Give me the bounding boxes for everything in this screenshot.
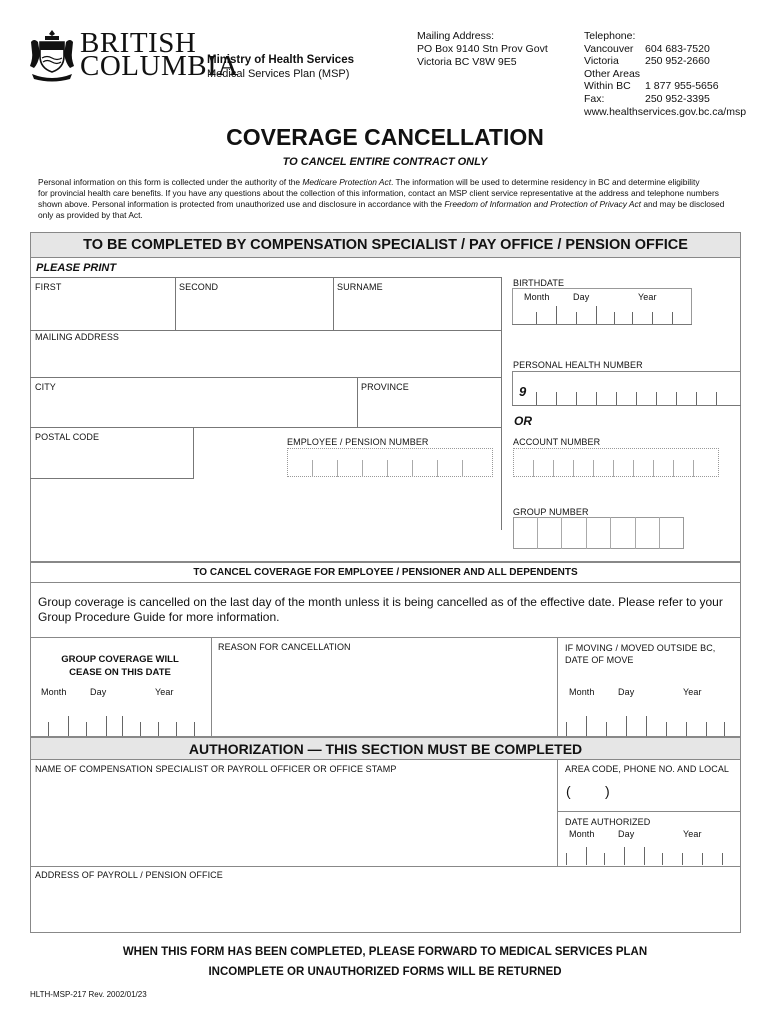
birthdate-day-label: Day	[573, 292, 590, 302]
second-name-label: SECOND	[179, 282, 219, 292]
bc-wordmark-line2: COLUMBIA	[80, 50, 239, 82]
auth-month-label: Month	[569, 829, 595, 839]
phn-prefix: 9	[519, 384, 527, 399]
telephone-label: Telephone:	[584, 30, 636, 42]
section3-banner: AUTHORIZATION — THIS SECTION MUST BE COMPLETED	[30, 737, 741, 760]
privacy-text: . The information will be used to determine residency in BC and determine eligibility	[391, 177, 700, 187]
form-title: COVERAGE CANCELLATION	[226, 124, 544, 150]
ministry-name: Ministry of Health Services	[207, 54, 354, 66]
fax-number: 250 952-3395	[645, 92, 710, 105]
form-id: HLTH-MSP-217 Rev. 2002/01/23	[30, 990, 147, 999]
phn-field[interactable]	[512, 371, 741, 406]
within-bc-label: Within BC	[584, 80, 631, 93]
form-subtitle: TO CANCEL ENTIRE CONTRACT ONLY	[282, 156, 488, 168]
mailing-address-label: MAILING ADDRESS	[35, 332, 120, 342]
victoria-phone: 250 952-2660	[645, 55, 710, 68]
telephone-block	[584, 30, 754, 118]
birthdate-month-label: Month	[524, 292, 550, 302]
move-month-label: Month	[569, 687, 595, 697]
birthdate-label: BIRTHDATE	[513, 278, 565, 288]
program-name: Medical Services Plan (MSP)	[207, 68, 350, 80]
privacy-text: for provincial health care benefits. If you have any questions about the collection of this information, contact an MSP client service representative at the address and telephone numbers	[38, 188, 719, 198]
fax-label: Fax:	[584, 92, 605, 105]
mailing-line1: PO Box 9140 Stn Prov Govt	[417, 43, 548, 55]
phone-number-input[interactable]	[560, 776, 740, 808]
moving-line: DATE OF MOVE	[565, 655, 634, 665]
moving-label	[565, 642, 715, 666]
phone-number-label: AREA CODE, PHONE NO. AND LOCAL	[565, 764, 730, 774]
section2-note-line: Group coverage is cancelled on the last day of the month unless it is being cancelled as of the effective date. Please refer to your	[38, 595, 723, 609]
employee-number-label: EMPLOYEE / PENSION NUMBER	[287, 437, 429, 447]
vancouver-phone: 604 683-7520	[645, 42, 710, 55]
privacy-text: shown above. Personal information is protected from unauthorized use and disclosure in accordance with the	[38, 199, 445, 209]
office-address-label: ADDRESS OF PAYROLL / PENSION OFFICE	[35, 870, 223, 880]
moving-line: IF MOVING / MOVED OUTSIDE BC,	[565, 643, 716, 653]
account-number-input[interactable]	[513, 448, 719, 477]
reason-label: REASON FOR CANCELLATION	[218, 642, 351, 652]
area-code-open-paren: (	[566, 783, 571, 799]
reason-for-cancellation-input[interactable]	[212, 638, 557, 736]
province-label: PROVINCE	[361, 382, 409, 392]
area-code-close-paren: )	[605, 783, 610, 799]
other-areas-label: Other Areas	[584, 67, 641, 80]
cease-date-heading	[36, 653, 204, 679]
group-number-label: GROUP NUMBER	[513, 507, 589, 517]
website-link[interactable]: www.healthservices.gov.bc.ca/msp	[584, 105, 747, 118]
move-year-label: Year	[683, 687, 702, 697]
first-name-label: FIRST	[35, 282, 62, 292]
please-print-label: PLEASE PRINT	[36, 262, 117, 274]
authorizer-name-input[interactable]	[31, 775, 557, 865]
bc-crest-logo	[28, 28, 76, 82]
medicare-act-name: Medicare Protection Act	[302, 177, 392, 187]
section2-note	[38, 595, 723, 625]
vancouver-label: Vancouver	[584, 42, 634, 55]
date-authorized-input[interactable]	[565, 845, 725, 865]
mailing-address-block	[417, 30, 548, 69]
office-address-input[interactable]	[31, 882, 740, 932]
cease-month-label: Month	[41, 687, 67, 697]
postal-code-label: POSTAL CODE	[35, 432, 100, 442]
within-bc-phone: 1 877 955-5656	[645, 80, 719, 93]
victoria-label: Victoria	[584, 55, 619, 68]
or-label: OR	[514, 414, 532, 428]
privacy-notice	[38, 177, 724, 221]
privacy-text: only as provided by that Act.	[38, 210, 143, 220]
move-day-label: Day	[618, 687, 635, 697]
city-label: CITY	[35, 382, 56, 392]
section2-note-line: Group Procedure Guide for more information.	[38, 610, 280, 624]
privacy-text: and may be disclosed	[641, 199, 725, 209]
foippa-act-name: Freedom of Information and Protection of Privacy Act	[444, 199, 642, 209]
authorizer-name-label: NAME OF COMPENSATION SPECIALIST OR PAYROLL OFFICER OR OFFICE STAMP	[35, 764, 397, 774]
auth-year-label: Year	[683, 829, 702, 839]
cease-year-label: Year	[155, 687, 174, 697]
mailing-line2: Victoria BC V8W 9E5	[417, 56, 517, 68]
surname-label: SURNAME	[337, 282, 383, 292]
bc-wordmark-line1: BRITISH	[80, 27, 197, 59]
mailing-label: Mailing Address:	[417, 30, 495, 42]
privacy-text: Personal information on this form is collected under the authority of the	[38, 177, 303, 187]
city-input[interactable]	[31, 378, 357, 427]
move-date-input[interactable]	[565, 712, 725, 736]
cease-day-label: Day	[90, 687, 107, 697]
account-number-label: ACCOUNT NUMBER	[513, 437, 601, 447]
phn-label: PERSONAL HEALTH NUMBER	[513, 360, 643, 370]
auth-day-label: Day	[618, 829, 635, 839]
cease-line: GROUP COVERAGE WILL	[61, 654, 179, 665]
date-authorized-label: DATE AUTHORIZED	[565, 817, 651, 827]
section2-heading: TO CANCEL COVERAGE FOR EMPLOYEE / PENSIONER AND ALL DEPENDENTS	[193, 567, 578, 578]
cease-line: CEASE ON THIS DATE	[69, 667, 171, 678]
footer-warning: INCOMPLETE OR UNAUTHORIZED FORMS WILL BE RETURNED	[208, 966, 562, 978]
birthdate-year-label: Year	[638, 292, 657, 302]
footer-instruction: WHEN THIS FORM HAS BEEN COMPLETED, PLEASE FORWARD TO MEDICAL SERVICES PLAN	[122, 946, 648, 958]
section1-banner: TO BE COMPLETED BY COMPENSATION SPECIALIST / PAY OFFICE / PENSION OFFICE	[30, 232, 741, 258]
